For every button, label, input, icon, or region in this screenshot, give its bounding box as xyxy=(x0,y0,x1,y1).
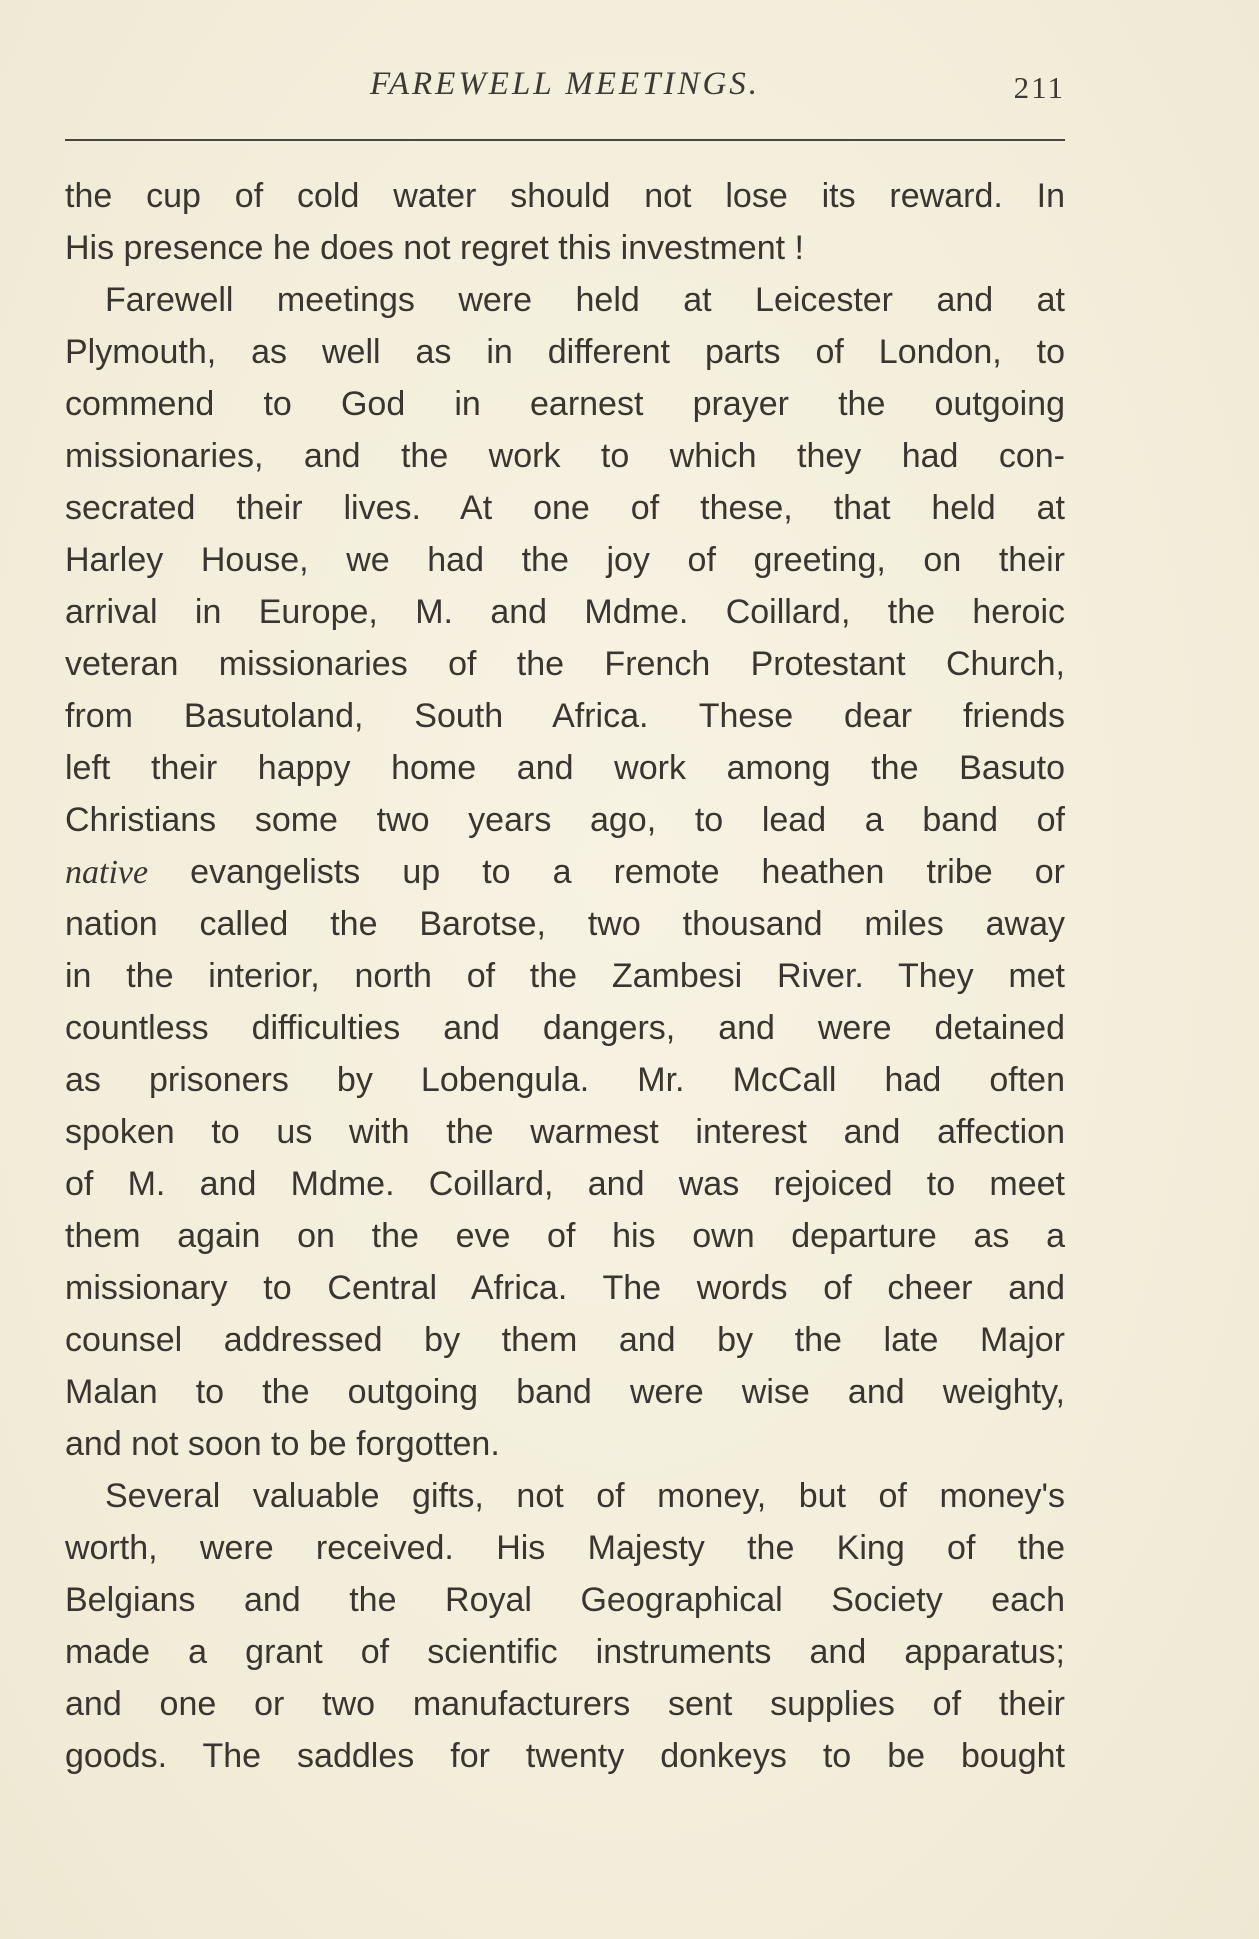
body-text xyxy=(65,170,1065,1782)
paragraph-start-line: Several valuable gifts, not of money, but of money's xyxy=(105,1477,1065,1515)
running-title: FAREWELL MEETINGS. xyxy=(369,66,761,102)
text-line: spoken to us with the warmest interest and affection xyxy=(65,1113,1065,1151)
paragraph-start-line: Farewell meetings were held at Leicester and at xyxy=(105,281,1065,319)
text-line: them again on the eve of his own departure as a xyxy=(65,1217,1065,1255)
text-line: veteran missionaries of the French Protestant Church, xyxy=(65,645,1065,683)
page-number: 211 xyxy=(1013,70,1065,105)
text-line: as prisoners by Lobengula. Mr. McCall had often xyxy=(65,1061,1065,1099)
text-line: and not soon to be forgotten. xyxy=(65,1425,500,1463)
text-line: commend to God in earnest prayer the outgoing xyxy=(65,385,1065,423)
text-line: the cup of cold water should not lose its reward. In xyxy=(65,177,1065,215)
text-line-with-italic xyxy=(65,846,1065,898)
text-line: missionaries, and the work to which they had con- xyxy=(65,437,1065,475)
text-line: Malan to the outgoing band were wise and weighty, xyxy=(65,1373,1065,1411)
text-line: counsel addressed by them and by the late Major xyxy=(65,1321,1065,1359)
text-line: in the interior, north of the Zambesi River. They met xyxy=(65,957,1065,995)
text-line: Christians some two years ago, to lead a band of xyxy=(65,801,1065,839)
text-line: Plymouth, as well as in different parts of London, to xyxy=(65,333,1065,371)
text-line: missionary to Central Africa. The words of cheer and xyxy=(65,1269,1065,1307)
text-line: Harley House, we had the joy of greeting, on their xyxy=(65,541,1065,579)
text-line-rest: evangelists up to a remote heathen tribe or xyxy=(148,853,1065,891)
text-line: left their happy home and work among the Basuto xyxy=(65,749,1065,787)
text-line: secrated their lives. At one of these, that held at xyxy=(65,489,1065,527)
text-line: countless difficulties and dangers, and were detained xyxy=(65,1009,1065,1047)
text-line: of M. and Mdme. Coillard, and was rejoiced to meet xyxy=(65,1165,1065,1203)
text-line: and one or two manufacturers sent supplies of their xyxy=(65,1685,1065,1723)
text-line: Belgians and the Royal Geographical Society each xyxy=(65,1581,1065,1619)
header-rule xyxy=(65,139,1065,141)
text-line: nation called the Barotse, two thousand miles away xyxy=(65,905,1065,943)
text-line: worth, were received. His Majesty the King of the xyxy=(65,1529,1065,1567)
text-line: from Basutoland, South Africa. These dear friends xyxy=(65,697,1065,735)
text-line: goods. The saddles for twenty donkeys to be bought xyxy=(65,1737,1065,1775)
text-line: made a grant of scientific instruments and apparatus; xyxy=(65,1633,1065,1671)
italic-word: native xyxy=(65,854,149,891)
text-line: arrival in Europe, M. and Mdme. Coillard, the heroic xyxy=(65,593,1065,631)
page-header xyxy=(65,66,1065,116)
text-line: His presence he does not regret this investment ! xyxy=(65,229,804,267)
